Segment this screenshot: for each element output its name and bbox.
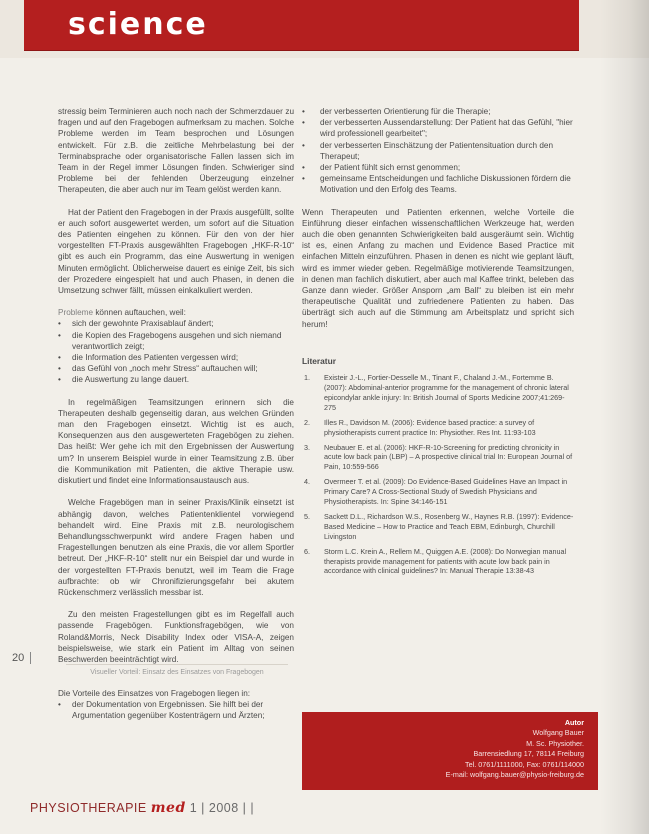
author-email: E-mail: wolfgang.bauer@physio-freiburg.de: [445, 770, 584, 780]
reference-item: 3. Neubauer E. et al. (2006): HKF-R-10-Screening for predicting chronicity in acute low back pain (LBP) – A prospective clinical trial In: European Journal of Pain, 10:559-566: [304, 442, 573, 472]
left-column-bottom: [58, 688, 294, 733]
paragraph: stressig beim Terminieren auch noch nach der Schmerzdauer zu fragen und auf den Fragebogen aufmerksam zu machen. Solche Probleme werden im Team besprochen und Lösungen entwickelt. Für z.B. die zeitliche Mehrbelastung bei der Terminabsprache oder organisatorische Fallen lassen sich im Team in der Regel immer Lösungen finden. Schwieriger sind Probleme bei der fehlenden Überzeugung einzelner Therapeuten, die aber auch nur im Team gelöst werden kann.: [58, 107, 294, 195]
problems-intro: Probleme können auftauchen, weil:: [58, 308, 186, 318]
left-column: [58, 106, 294, 676]
footer: [30, 800, 254, 816]
page-spine-shadow: [600, 0, 649, 834]
problems-list: [58, 318, 294, 385]
page-number: 20: [12, 652, 31, 664]
list-item: • der verbesserten Orientierung für die Therapie;: [302, 106, 574, 117]
advantages-intro: Die Vorteile des Einsatzes von Fragebogen liegen in:: [58, 689, 251, 698]
list-item: • das Gefühl von „noch mehr Stress“ auftauchen will;: [58, 363, 294, 374]
section-title: science: [68, 7, 208, 42]
issue-number: 1 | 2008 | |: [189, 801, 255, 815]
magazine-suffix: med: [150, 800, 186, 816]
author-address: Barrensiedlung 17, 78114 Freiburg: [473, 749, 584, 759]
section-header: [24, 0, 579, 50]
list-item: • der verbesserten Aussendarstellung: Der Patient hat das Gefühl, "hier wird professionell gearbeitet";: [302, 117, 574, 139]
list-item: • sich der gewohnte Praxisablauf ändert;: [58, 318, 294, 329]
literature-heading: Literatur: [302, 355, 336, 366]
list-item: • der verbesserten Einschätzung der Patientensituation durch den Therapeut;: [302, 140, 574, 162]
advantages-list-continued: [302, 106, 574, 196]
paragraph: Welche Fragebögen man in seiner Praxis/Klinik einsetzt ist abhängig davon, welches Patientenklientel vorwiegend behandelt wird. Eine Praxis mit z.B. neurologischem Behandlungsschwerpunkt wird andere Fragen haben und Fragestellungen benutzen als eine Praxis, die vor allem Sportler betreut. Der „HKF-R-10“ stellt nur ein Beispiel dar und wurde in der vorgestellten FT-Praxis benutzt, weil im Team die Frage aufbrachte: ob wir Chronifizierungsgefahr bei akutem Rückenschmerz verlässlich messbar ist.: [58, 498, 294, 597]
paragraph: Hat der Patient den Fragebogen in der Praxis ausgefüllt, sollte er auch sofort ausgewertet werden, um sofort auf die Situation des Patienten eingehen zu können. Für den von der hier vorgestellten FT-Praxis ausgewählten Fragebogen „HKF-R-10“ gibt es auch ein Programm, das eine Auswertung in wenigen Minuten ermöglicht. Üblicherweise dauert es einige Zeit, bis sich der Prozedere eingespielt hat und auch Phasen, in denen die Umsetzung schwer fällt, müssen einkalkuliert werden.: [58, 207, 294, 296]
paragraph: Zu den meisten Fragestellungen gibt es im Regelfall auch passende Fragebögen. Funktionsfragebögen, wie von Roland&Morris, Neck Disability Index oder VISA-A, zeigen beispielsweise, wie stark ein Patient im Alltag von seinen Beschwerden beeinträchtigt wird.: [58, 610, 294, 664]
reference-list: [302, 373, 574, 576]
list-item: • gemeinsame Entscheidungen und fachliche Diskussionen fördern die Motivation und den Erfolg des Teams.: [302, 173, 574, 195]
author-name: Wolfgang Bauer: [532, 728, 584, 738]
author-title: M. Sc. Physiother.: [526, 738, 584, 748]
advantages-list: [58, 699, 294, 721]
paragraph: Wenn Therapeuten und Patienten erkennen, welche Vorteile die Einführung dieser einfachen wissenschaftlichen Werkzeuge hat, werden auch die oben genannten Schwierigkeiten bald ausgeräumt sein. Wichtig ist es, einen Anfang zu machen und Evidence Based Practice mit einfachen Mitteln einzuführen. Phasen in denen es nicht wie geplant läuft, wird es immer wieder geben. Regelmäßige motivierende Teamsitzungen, in denen man fachlich diskutiert, aber auch mal Kaffee trinkt, beleben das Ganze dann wieder. Größer Ansporn „am Ball“ zu bleiben ist ein mehr therapeutische Qualität und zufriedenere Patienten zu haben. Das überträgt sich auch auf die Stimmung am Arbeitsplatz und spricht sich herum!: [302, 207, 574, 329]
list-item: • die Information des Patienten vergessen wird;: [58, 352, 294, 363]
author-phone: Tel. 0761/1111000, Fax: 0761/114000: [465, 759, 584, 769]
figure-caption: Visueller Vorteil: Einsatz des Einsatzes von Fragebogen: [66, 664, 288, 681]
list-item: • der Dokumentation von Ergebnissen. Sie hilft bei der Argumentation gegenüber Kostenträgern und Ärzten;: [58, 699, 294, 721]
reference-item: 6. Storm L.C. Krein A., Rellem M., Quiggen A.E. (2008): Do Norwegian manual therapists provide management for patients with acute low back pain in accordance with clinical guidelines? In: Manual Therapie 13:38-43: [304, 546, 567, 576]
reference-item: 2. Illes R., Davidson M. (2006): Evidence based practice: a survey of physiotherapists current practice In: Physiother. Res Int. 11:93-103: [304, 417, 536, 437]
reference-item: 4. Overmeer T. et al. (2009): Do Evidence-Based Guidelines Have an Impact in Primary Care? A Cross-Sectional Study of Swedish Physicians and Physiotherapists. In: Spine 34:146-151: [304, 477, 568, 507]
paragraph: In regelmäßigen Teamsitzungen erinnern sich die Therapeuten deshalb gegenseitig daran, aus welchen Gründen man den Fragebogen einsetzt. Wichtig ist es auch, Konsequenzen aus den ausgewerteten Fragebögen zu ziehen. Das heißt: Wer gehe ich mit den Ergebnissen der Auswertung um? In unserem Beispiel wurde in einer Teamsitzung z.B. über die Kommunikation mit Patienten, die aktive Therapie usw. diskutiert und findet eine Informationsaustausch aus.: [58, 397, 294, 486]
problems-keyword: Probleme: [58, 308, 94, 318]
list-item: • die Kopien des Fragebogens ausgehen und sich niemand verantwortlich zeigt;: [58, 330, 294, 352]
reference-item: 1. Existeir J.-L., Fortier-Desselle M., Tinant F., Chaland J.-M., Fortemme B. (2007): Abdominal-anterior programme for the management of chronic lateral epicondylar ankle injury: In: British Journal of Sports Medicine 2007;41:269-275: [304, 373, 569, 412]
author-heading: Autor: [564, 718, 584, 727]
author-box: [302, 712, 598, 790]
right-column: [302, 106, 574, 581]
reference-item: 5. Sackett D.L., Richardson W.S., Rosenberg W., Haynes R.B. (1997): Evidence-Based Medicine – How to Practice and Teach EBM, Edinburgh, Churchill Livingston: [304, 511, 574, 541]
list-item: • der Patient fühlt sich ernst genommen;: [302, 162, 574, 173]
magazine-name: PHYSIOTHERAPIE: [30, 801, 147, 815]
list-item: • die Auswertung zu lange dauert.: [58, 374, 294, 385]
